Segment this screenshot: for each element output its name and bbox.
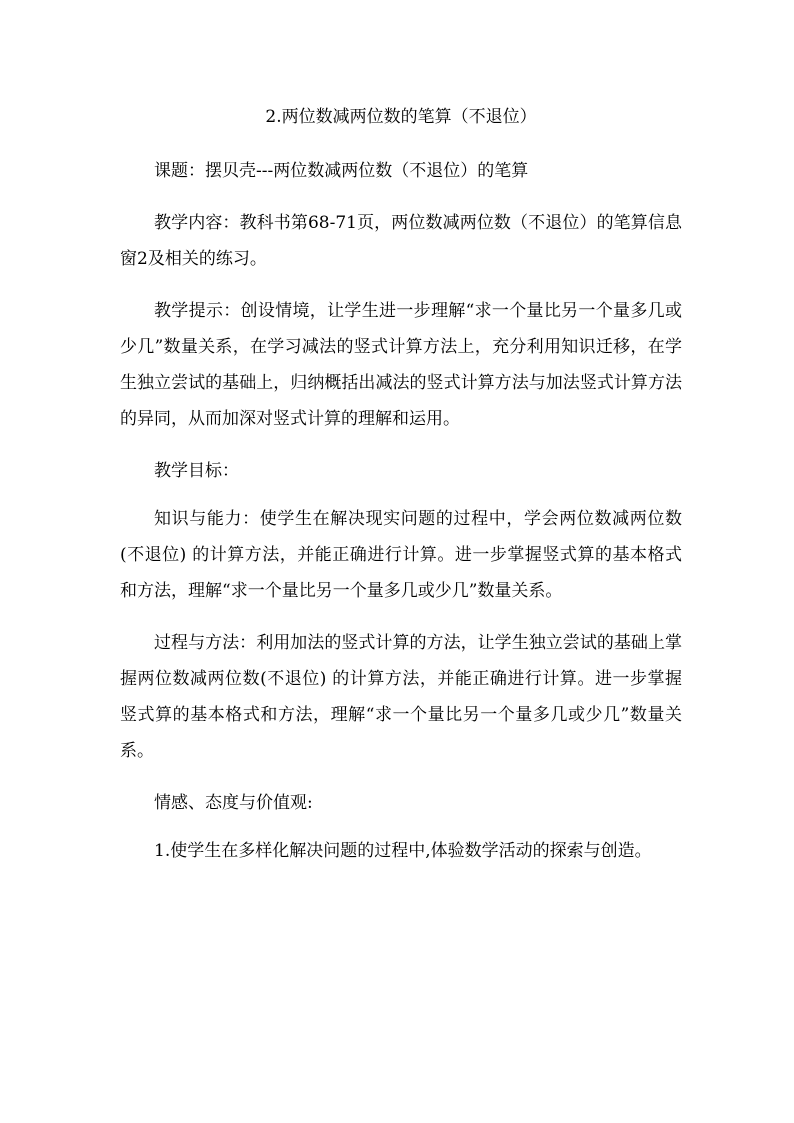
objective-item-1: 1.使学生在多样化解决问题的过程中,体验数学活动的探索与创造。 bbox=[154, 841, 652, 861]
emotion-attitude-values-heading: 情感、态度与价值观: bbox=[154, 793, 313, 813]
document-body bbox=[120, 95, 682, 885]
knowledge-and-ability: 知识与能力：使学生在解决现实问题的过程中，学会两位数减两位数(不退位) 的计算方法，并能正确进行计算。进一步掌握竖式算的基本格式和方法，理解“求一个量比另一个量多几或少几”数量关系。 bbox=[120, 509, 682, 601]
process-and-method: 过程与方法：利用加法的竖式计算的方法，让学生独立尝试的基础上掌握两位数减两位数(不退位) 的计算方法，并能正确进行计算。进一步掌握竖式算的基本格式和方法，理解“求一个量比另一个量多几或少几”数量关系。 bbox=[120, 633, 682, 761]
teaching-tips: 教学提示：创设情境，让学生进一步理解“求一个量比另一个量多几或少几”数量关系，在学习减法的竖式计算方法上，充分利用知识迁移，在学生独立尝试的基础上，归纳概括出减法的竖式计算方法与加法竖式计算方法的异同，从而加深对竖式计算的理解和运用。 bbox=[120, 301, 682, 429]
teaching-objectives-heading: 教学目标： bbox=[154, 461, 239, 481]
document-title: 2.两位数减两位数的笔算（不退位） bbox=[265, 107, 537, 127]
teaching-content: 教学内容：教科书第68-71页，两位数减两位数（不退位）的笔算信息窗2及相关的练习。 bbox=[120, 213, 682, 269]
lesson-topic: 课题：摆贝壳---两位数减两位数（不退位）的笔算 bbox=[154, 161, 529, 181]
